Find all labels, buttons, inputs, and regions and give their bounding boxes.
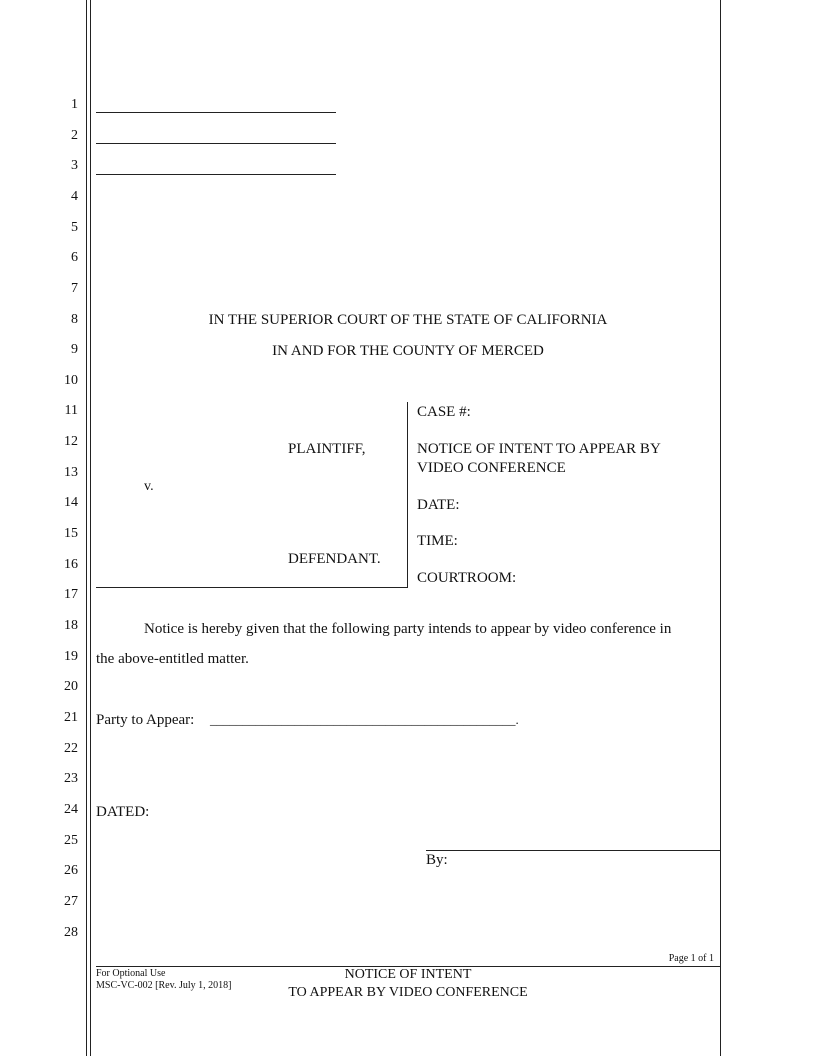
line-number: 1: [71, 97, 78, 112]
line-number: 25: [64, 833, 78, 848]
line-number: 8: [71, 312, 78, 327]
court-heading-line-2: IN AND FOR THE COUNTY OF MERCED: [272, 343, 544, 359]
line-number: 5: [71, 220, 78, 235]
line-number: 20: [64, 679, 78, 694]
notice-text-line-2: the above-entitled matter.: [96, 651, 249, 667]
party-to-appear-field[interactable]: _______________________________________________.: [210, 712, 519, 727]
document-title-line-2: VIDEO CONFERENCE: [417, 460, 566, 476]
line-number: 9: [71, 342, 78, 357]
line-number: 28: [64, 925, 78, 940]
line-number: 7: [71, 281, 78, 296]
line-number: 13: [64, 465, 78, 480]
case-number-label: CASE #:: [417, 404, 471, 420]
line-number: 4: [71, 189, 78, 204]
right-margin-line: [720, 0, 721, 1056]
by-label: By:: [426, 852, 448, 868]
line-number: 6: [71, 250, 78, 265]
line-number: 3: [71, 158, 78, 173]
party-to-appear-label: Party to Appear:: [96, 712, 195, 728]
attorney-info-line-2[interactable]: [96, 143, 336, 144]
hearing-time-label: TIME:: [417, 533, 458, 549]
defendant-label: DEFENDANT.: [288, 551, 381, 567]
line-number: 15: [64, 526, 78, 541]
line-number: 27: [64, 894, 78, 909]
line-number: 23: [64, 771, 78, 786]
caption-divider-horizontal: [96, 587, 408, 588]
line-number: 18: [64, 618, 78, 633]
line-number: 10: [64, 373, 78, 388]
line-number: 26: [64, 863, 78, 878]
line-number: 16: [64, 557, 78, 572]
court-heading-line-1: IN THE SUPERIOR COURT OF THE STATE OF CALIFORNIA: [208, 312, 608, 328]
line-number: 24: [64, 802, 78, 817]
left-margin-line-inner: [90, 0, 91, 1056]
optional-use-note: For Optional Use: [96, 968, 166, 979]
line-number: 11: [64, 403, 78, 418]
dated-label: DATED:: [96, 804, 150, 820]
courtroom-label: COURTROOM:: [417, 570, 517, 586]
attorney-info-line-3[interactable]: [96, 174, 336, 175]
hearing-date-label: DATE:: [417, 497, 460, 513]
page-number: Page 1 of 1: [668, 953, 714, 964]
line-number: 22: [64, 741, 78, 756]
signature-line[interactable]: [426, 850, 720, 851]
line-number: 2: [71, 128, 78, 143]
caption-divider-vertical: [407, 402, 408, 587]
line-number: 21: [64, 710, 78, 725]
line-number: 12: [64, 434, 78, 449]
form-number: MSC-VC-002 [Rev. July 1, 2018]: [96, 980, 232, 991]
footer-title-line-1: NOTICE OF INTENT: [344, 967, 472, 982]
document-title-line-1: NOTICE OF INTENT TO APPEAR BY: [417, 441, 661, 457]
notice-text-line-1: Notice is hereby given that the following party intends to appear by video conference in: [144, 621, 672, 637]
versus-label: v.: [144, 479, 154, 494]
line-number: 19: [64, 649, 78, 664]
plaintiff-label: PLAINTIFF,: [288, 441, 366, 457]
line-number: 17: [64, 587, 78, 602]
footer-title-line-2: TO APPEAR BY VIDEO CONFERENCE: [288, 985, 528, 1000]
attorney-info-line-1[interactable]: [96, 112, 336, 113]
line-number: 14: [64, 495, 78, 510]
left-margin-line-outer: [86, 0, 87, 1056]
